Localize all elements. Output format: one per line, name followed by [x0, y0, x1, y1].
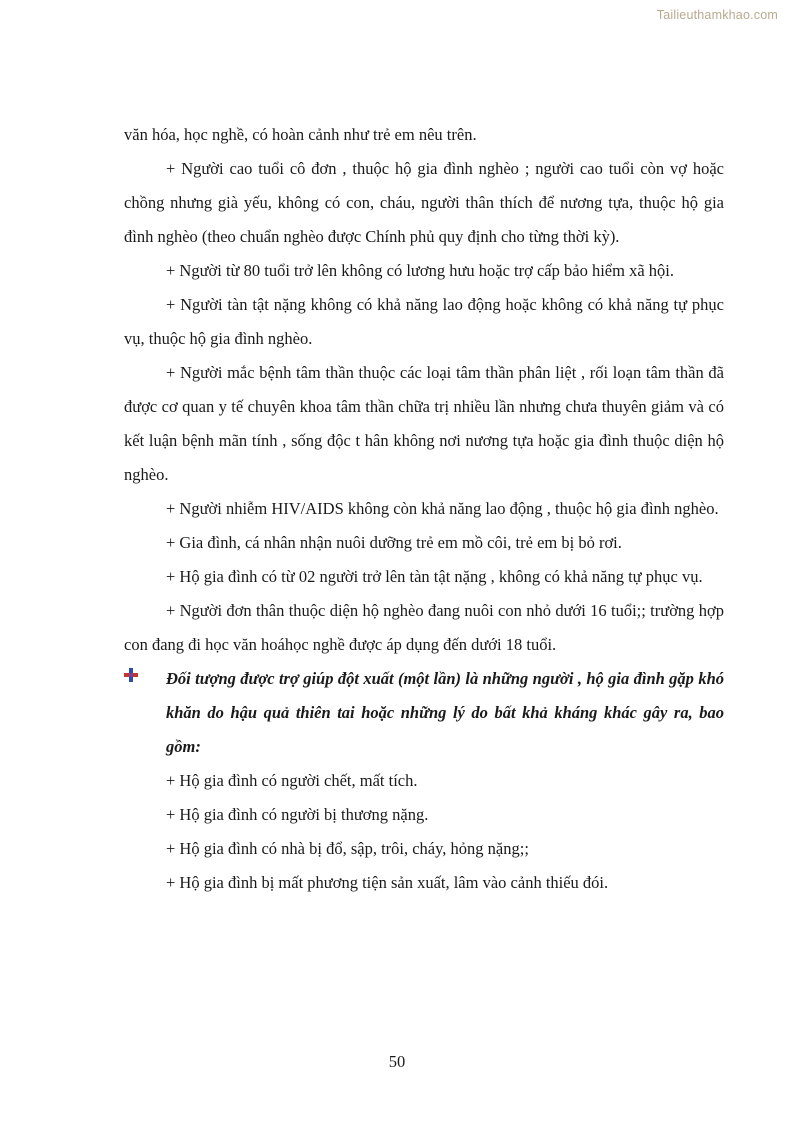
paragraph-6: + Người nhiễm HIV/AIDS không còn khả năng lao động , thuộc hộ gia đình nghèo.: [166, 499, 719, 518]
sub-item-3: + Hộ gia đình có nhà bị đổ, sập, trôi, cháy, hỏng nặng;;: [166, 839, 529, 858]
sub-item-1: + Hộ gia đình có người chết, mất tích.: [166, 771, 418, 790]
watermark-text: Tailieuthamkhao.com: [656, 8, 778, 22]
paragraph-9: + Người đơn thân thuộc diện hộ nghèo đang nuôi con nhỏ dưới 16 tuổi;; trường hợp con đang đi học văn hoáhọc nghề được áp dụng đến dưới 18 tuổi.: [124, 601, 724, 654]
cross-bullet-icon: [124, 668, 138, 682]
paragraph-7: + Gia đình, cá nhân nhận nuôi dưỡng trẻ em mồ côi, trẻ em bị bỏ rơi.: [166, 533, 622, 552]
paragraph-2: + Người cao tuổi cô đơn , thuộc hộ gia đình nghèo ; người cao tuổi còn vợ hoặc chồng nhưng già yếu, không có con, cháu, người thân thích để nương tựa, thuộc hộ gia đình nghèo (theo chuẩn nghèo được Chính phủ quy định cho từng thời kỳ).: [124, 159, 724, 246]
paragraph-3: + Người từ 80 tuổi trở lên không có lương hưu hoặc trợ cấp bảo hiểm xã hội.: [166, 261, 674, 280]
bullet-paragraph: [124, 662, 724, 764]
bullet-paragraph-text: Đối tượng được trợ giúp đột xuất (một lần) là những người , hộ gia đình gặp khó khăn do hậu quả thiên tai hoặc những lý do bất khả kháng khác gây ra, bao gồm:: [166, 669, 724, 756]
paragraph-4: + Người tàn tật nặng không có khả năng lao động hoặc không có khả năng tự phục vụ, thuộc hộ gia đình nghèo.: [124, 295, 724, 348]
sub-item-2: + Hộ gia đình có người bị thương nặng.: [166, 805, 429, 824]
page-number: 50: [388, 1052, 406, 1071]
document-body: [124, 118, 724, 900]
paragraph-8: + Hộ gia đình có từ 02 người trở lên tàn tật nặng , không có khả năng tự phục vụ.: [166, 567, 703, 586]
paragraph-1: văn hóa, học nghề, có hoàn cảnh như trẻ em nêu trên.: [124, 125, 477, 144]
sub-item-4: + Hộ gia đình bị mất phương tiện sản xuất, lâm vào cảnh thiếu đói.: [166, 873, 609, 892]
paragraph-5: + Người mắc bệnh tâm thần thuộc các loại tâm thần phân liệt , rối loạn tâm thần đã được cơ quan y tế chuyên khoa tâm thần chữa trị nhiều lần nhưng chưa thuyên giảm và có kết luận bệnh mãn tính , sống độc t hân không nơi nương tựa hoặc gia đình thuộc diện hộ nghèo.: [124, 363, 724, 484]
